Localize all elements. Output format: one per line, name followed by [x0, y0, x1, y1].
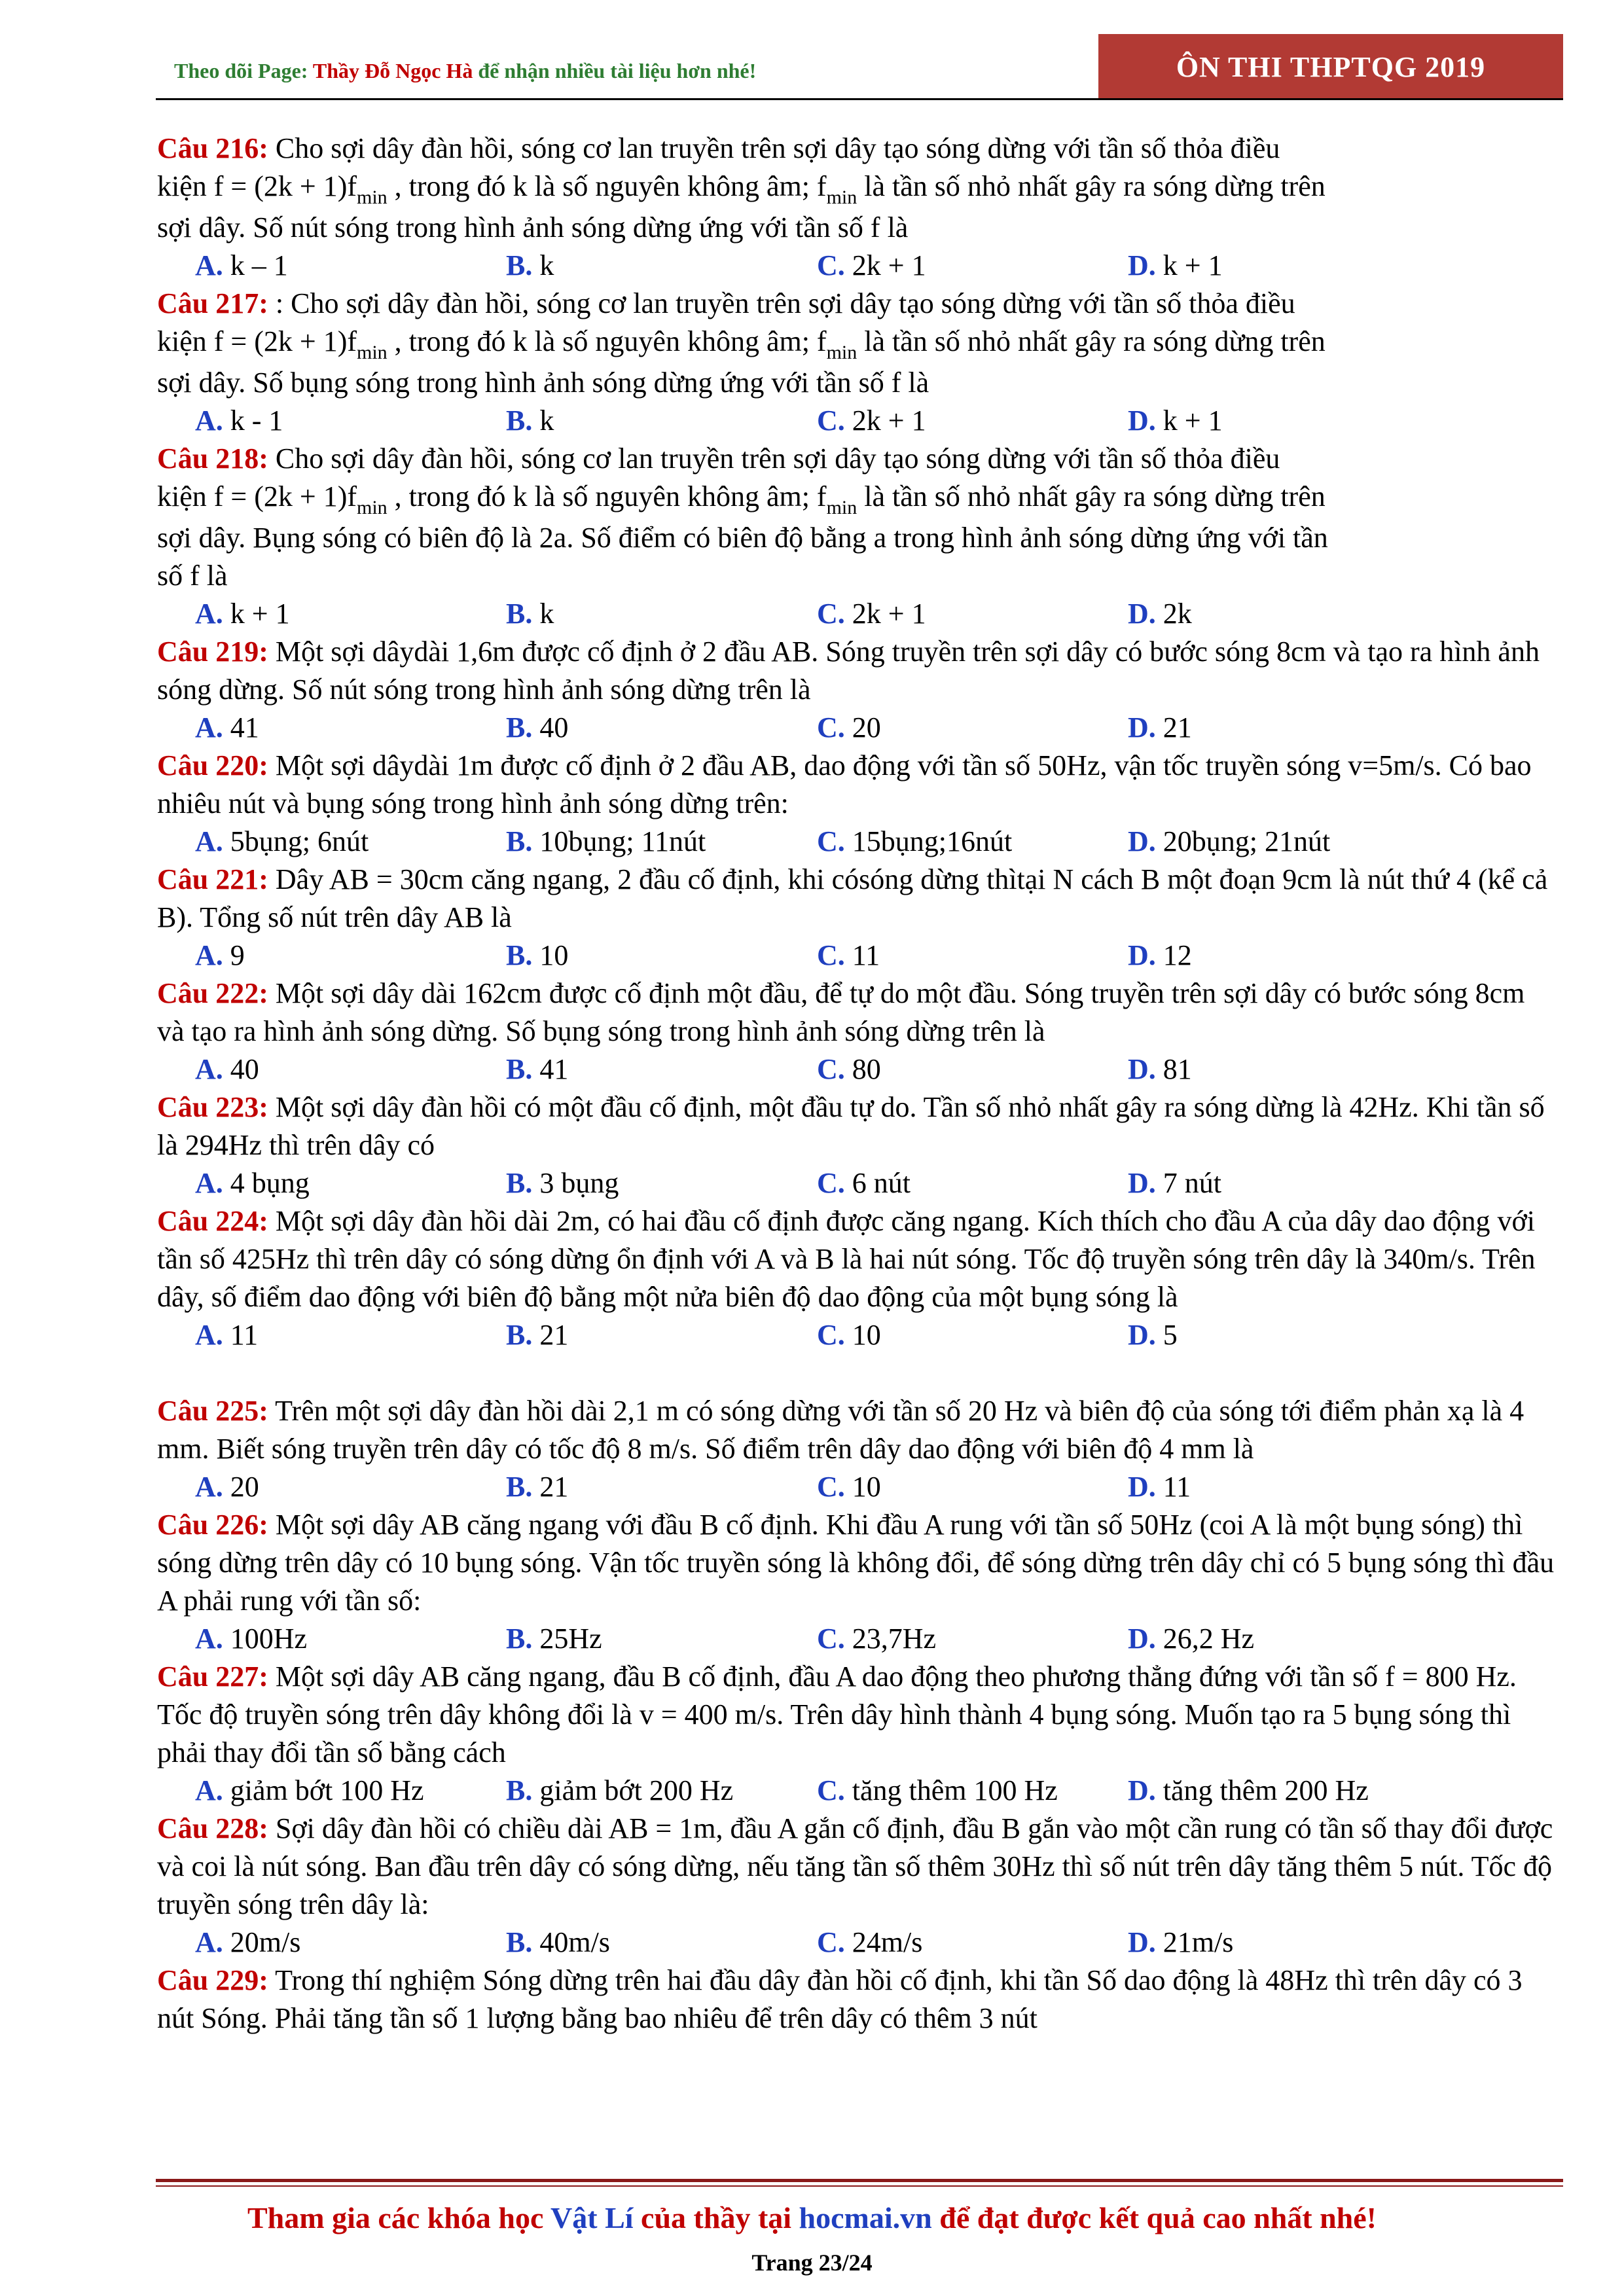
option-d[interactable]: D. 81: [1128, 1053, 1192, 1085]
option-c[interactable]: C. 24m/s: [817, 1926, 923, 1958]
option-d[interactable]: D. k + 1: [1128, 404, 1223, 437]
option-d[interactable]: D. 2k: [1128, 598, 1192, 630]
header-divider: [156, 98, 1563, 100]
questions-body: [157, 130, 1558, 2037]
page-header: [156, 34, 1563, 99]
answer-options: [157, 937, 1558, 975]
option-d[interactable]: D. 7 nút: [1128, 1167, 1222, 1199]
answer-options: [157, 1620, 1558, 1658]
option-c[interactable]: C. 15bụng;16nút: [817, 825, 1013, 857]
option-b[interactable]: B. 21: [506, 1319, 569, 1351]
answer-options: [157, 823, 1558, 861]
option-a[interactable]: A. 20m/s: [195, 1926, 301, 1958]
answer-options: [157, 709, 1558, 747]
answer-options: [157, 247, 1558, 285]
question-227: Câu 227: Một sợi dây AB căng ngang, đầu B cố định, đầu A dao động theo phương thẳng đứng với tần số f = 800 Hz. Tốc độ truyền sóng trên dây không đổi là v = 400 m/s. Trên dây hình thành 4 bụng sóng. Muốn tạo ra 5 bụng sóng thì phải thay đổi tần số bằng cách A. giảm bớt 100 Hz B. giảm bớt 200 Hz C. tăng thêm 100 Hz D. tăng thêm 200 Hz: [157, 1658, 1558, 1810]
question-220: Câu 220: Một sợi dâydài 1m được cố định ở 2 đầu AB, dao động với tần số 50Hz, vận tốc truyền sóng v=5m/s. Có bao nhiêu nút và bụng sóng trong hình ảnh sóng dừng trên: A. 5bụng; 6nút B. 10bụng; 11nút C. 15bụng;16nút D. 20bụng; 21nút: [157, 747, 1558, 861]
option-d[interactable]: D. 20bụng; 21nút: [1128, 825, 1331, 857]
header-exam-banner: ÔN THI THPTQG 2019: [1098, 34, 1563, 99]
option-b[interactable]: B. 25Hz: [506, 1623, 602, 1655]
option-c[interactable]: C. 23,7Hz: [817, 1623, 937, 1655]
page-number: Trang 23/24: [751, 2250, 873, 2276]
option-c[interactable]: C. 20: [817, 711, 881, 744]
option-b[interactable]: B. 10: [506, 939, 569, 971]
option-c[interactable]: C. 2k + 1: [817, 598, 926, 630]
option-b[interactable]: B. 40: [506, 711, 569, 744]
spacer: [157, 1354, 1558, 1392]
answer-options: [157, 402, 1558, 440]
option-a[interactable]: A. 20: [195, 1471, 259, 1503]
question-223: Câu 223: Một sợi dây đàn hồi có một đầu cố định, một đầu tự do. Tần số nhỏ nhất gây ra sóng dừng là 42Hz. Khi tần số là 294Hz thì trên dây có A. 4 bụng B. 3 bụng C. 6 nút D. 7 nút: [157, 1088, 1558, 1202]
question-216: Câu 216: Cho sợi dây đàn hồi, sóng cơ lan truyền trên sợi dây tạo sóng dừng với tần số thỏa điều kiện $f = (2k + 1)f_{min}$ , trong đó k là số nguyên không âm; $f_{min}$ là tần số nhỏ nhất gây ra sóng dừng trên sợi dây. Số nút sóng trong hình ảnh sóng dừng ứng với tần số f là A. k – 1 B. k C. 2k + 1 D. k + 1: [157, 130, 1558, 285]
option-d[interactable]: D. 26,2 Hz: [1128, 1623, 1255, 1655]
footer-promo: Tham gia các khóa học Vật Lí của thầy tại hocmai.vn để đạt được kết quả cao nhất nhé!: [247, 2201, 1377, 2234]
option-d[interactable]: D. tăng thêm 200 Hz: [1128, 1774, 1369, 1806]
footer-divider: [156, 2179, 1563, 2182]
option-a[interactable]: A. 11: [195, 1319, 259, 1351]
question-222: Câu 222: Một sợi dây dài 162cm được cố định một đầu, để tự do một đầu. Sóng truyền trên sợi dây có bước sóng 8cm và tạo ra hình ảnh sóng dừng. Số bụng sóng trong hình ảnh sóng dừng trên là A. 40 B. 41 C. 80 D. 81: [157, 975, 1558, 1088]
option-d[interactable]: D. k + 1: [1128, 249, 1223, 281]
question-217: Câu 217: : Cho sợi dây đàn hồi, sóng cơ lan truyền trên sợi dây tạo sóng dừng với tần số thỏa điều kiện $f = (2k + 1)f_{min}$ , trong đó k là số nguyên không âm; $f_{min}$ là tần số nhỏ nhất gây ra sóng dừng trên sợi dây. Số bụng sóng trong hình ảnh sóng dừng ứng với tần số f là A. k - 1 B. k C. 2k + 1 D. k + 1: [157, 285, 1558, 440]
option-b[interactable]: B. k: [506, 249, 554, 281]
answer-options: [157, 595, 1558, 633]
question-221: Câu 221: Dây AB = 30cm căng ngang, 2 đầu cố định, khi cósóng dừng thìtại N cách B một đoạn 9cm là nút thứ 4 (kể cả B). Tổng số nút trên dây AB là A. 9 B. 10 C. 11 D. 12: [157, 861, 1558, 975]
option-c[interactable]: C. 10: [817, 1471, 881, 1503]
option-c[interactable]: C. 11: [817, 939, 880, 971]
question-219: Câu 219: Một sợi dâydài 1,6m được cố định ở 2 đầu AB. Sóng truyền trên sợi dây có bước sóng 8cm và tạo ra hình ảnh sóng dừng. Số nút sóng trong hình ảnh sóng dừng trên là A. 41 B. 40 C. 20 D. 21: [157, 633, 1558, 747]
answer-options: [157, 1316, 1558, 1354]
option-b[interactable]: B. 40m/s: [506, 1926, 610, 1958]
option-a[interactable]: A. 40: [195, 1053, 259, 1085]
option-b[interactable]: B. giảm bớt 200 Hz: [506, 1774, 734, 1806]
option-a[interactable]: A. k + 1: [195, 598, 290, 630]
answer-options: [157, 1164, 1558, 1202]
option-d[interactable]: D. 11: [1128, 1471, 1191, 1503]
answer-options: [157, 1050, 1558, 1088]
option-b[interactable]: B. 21: [506, 1471, 569, 1503]
option-a[interactable]: A. 41: [195, 711, 259, 744]
option-a[interactable]: A. 5bụng; 6nút: [195, 825, 369, 857]
question-229: Câu 229: Trong thí nghiệm Sóng dừng trên hai đầu dây đàn hồi cố định, khi tần Số dao động là 48Hz thì trên dây có 3 nút Sóng. Phải tăng tần số 1 lượng bằng bao nhiêu để trên dây có thêm 3 nút: [157, 1964, 1523, 2034]
answer-options: [157, 1468, 1558, 1506]
option-b[interactable]: B. k: [506, 404, 554, 437]
option-c[interactable]: C. 2k + 1: [817, 404, 926, 437]
option-d[interactable]: D. 5: [1128, 1319, 1178, 1351]
option-a[interactable]: A. 4 bụng: [195, 1167, 310, 1199]
option-b[interactable]: B. 3 bụng: [506, 1167, 619, 1199]
question-225: Câu 225: Trên một sợi dây đàn hồi dài 2,1 m có sóng dừng với tần số 20 Hz và biên độ của sóng tới điểm phản xạ là 4 mm. Biết sóng truyền trên dây có tốc độ 8 m/s. Số điểm trên dây dao động với biên độ 4 mm là A. 20 B. 21 C. 10 D. 11: [157, 1392, 1558, 1506]
option-c[interactable]: C. 10: [817, 1319, 881, 1351]
option-a[interactable]: A. 100Hz: [195, 1623, 308, 1655]
option-b[interactable]: B. 41: [506, 1053, 569, 1085]
option-a[interactable]: A. k - 1: [195, 404, 283, 437]
header-follow-text: Theo dõi Page: Thầy Đỗ Ngọc Hà để nhận nhiều tài liệu hơn nhé!: [174, 59, 757, 82]
footer-site-link[interactable]: hocmai.vn: [799, 2201, 932, 2234]
option-d[interactable]: D. 12: [1128, 939, 1192, 971]
footer-divider-thin: [156, 2185, 1563, 2187]
option-c[interactable]: C. 6 nút: [817, 1167, 911, 1199]
option-c[interactable]: C. tăng thêm 100 Hz: [817, 1774, 1058, 1806]
option-d[interactable]: D. 21m/s: [1128, 1926, 1234, 1958]
option-c[interactable]: C. 2k + 1: [817, 249, 926, 281]
question-224: Câu 224: Một sợi dây đàn hồi dài 2m, có hai đầu cố định được căng ngang. Kích thích cho đầu A của dây dao động với tần số 425Hz thì trên dây có sóng dừng ổn định với A và B là hai nút sóng. Tốc độ truyền sóng trên dây là 340m/s. Trên dây, số điểm dao động với biên độ bằng một nửa biên độ dao động của một bụng sóng là A. 11 B. 21 C. 10 D. 5: [157, 1202, 1558, 1354]
question-226: Câu 226: Một sợi dây AB căng ngang với đầu B cố định. Khi đầu A rung với tần số 50Hz (coi A là một bụng sóng) thì sóng dừng trên dây có 10 bụng sóng. Vận tốc truyền sóng là không đổi, để sóng dừng trên dây chỉ có 5 bụng sóng thì đầu A phải rung với tần số: A. 100Hz B. 25Hz C. 23,7Hz D. 26,2 Hz: [157, 1506, 1558, 1658]
option-b[interactable]: B. k: [506, 598, 554, 630]
answer-options: [157, 1772, 1558, 1810]
option-b[interactable]: B. 10bụng; 11nút: [506, 825, 706, 857]
option-a[interactable]: A. giảm bớt 100 Hz: [195, 1774, 424, 1806]
header-teacher-name: Thầy Đỗ Ngọc Hà: [312, 59, 473, 82]
option-a[interactable]: A. 9: [195, 939, 245, 971]
option-a[interactable]: A. k – 1: [195, 249, 288, 281]
question-218: Câu 218: Cho sợi dây đàn hồi, sóng cơ lan truyền trên sợi dây tạo sóng dừng với tần số thỏa điều kiện $f = (2k + 1)f_{min}$ , trong đó k là số nguyên không âm; $f_{min}$ là tần số nhỏ nhất gây ra sóng dừng trên sợi dây. Bụng sóng có biên độ là 2a. Số điểm có biên độ bằng a trong hình ảnh sóng dừng ứng với tần số f là A. k + 1 B. k C. 2k + 1 D. 2k: [157, 440, 1558, 633]
answer-options: [157, 1924, 1558, 1962]
option-d[interactable]: D. 21: [1128, 711, 1192, 744]
question-228: Câu 228: Sợi dây đàn hồi có chiều dài AB = 1m, đầu A gắn cố định, đầu B gắn vào một cần rung có tần số thay đổi được và coi là nút sóng. Ban đầu trên dây có sóng dừng, nếu tăng tần số thêm 30Hz thì số nút trên dây tăng thêm 5 nút. Tốc độ truyền sóng trên dây là: A. 20m/s B. 40m/s C. 24m/s D. 21m/s: [157, 1810, 1558, 1962]
option-c[interactable]: C. 80: [817, 1053, 881, 1085]
